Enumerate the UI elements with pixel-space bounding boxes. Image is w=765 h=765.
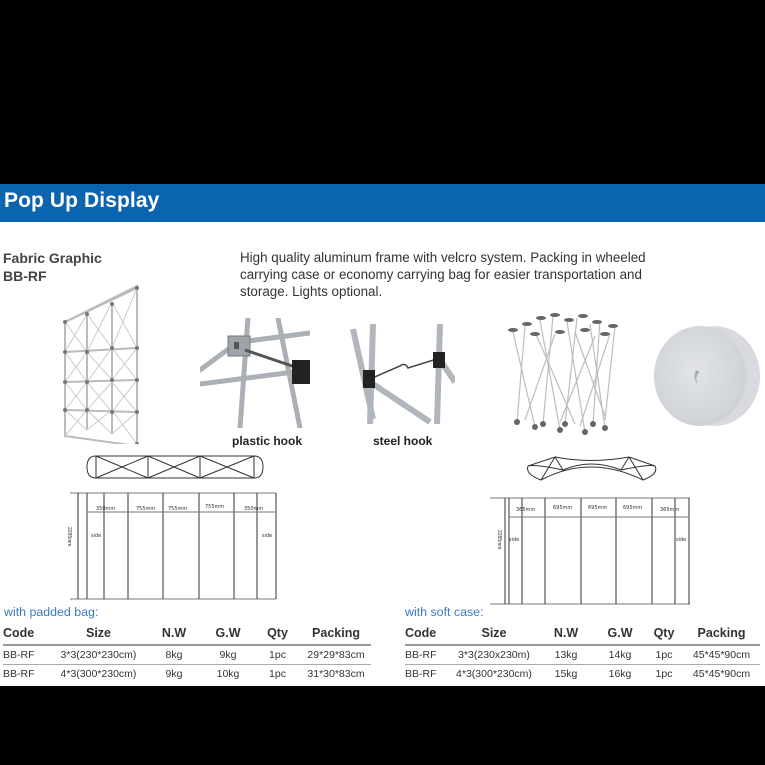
column-header: G.W: [595, 624, 645, 645]
catalog-page: [0, 184, 765, 686]
steel-hook-caption: steel hook: [373, 434, 433, 448]
product-heading: [3, 249, 102, 285]
padded-bag-subtitle: with padded bag:: [4, 605, 99, 619]
table-row: [405, 645, 760, 665]
table-cell: 45*45*90cm: [683, 645, 760, 665]
straight-width-3: 755mm: [168, 506, 188, 512]
column-header: Qty: [254, 624, 301, 645]
table-cell: 14kg: [595, 645, 645, 665]
pop-up-frame-image: [62, 284, 157, 444]
curved-width-4: 695mm: [623, 505, 643, 511]
straight-side-right: side: [262, 533, 273, 539]
table-cell: 3*3(230x230m): [451, 645, 537, 665]
column-header: Size: [451, 624, 537, 645]
column-header: Packing: [301, 624, 371, 645]
straight-side-left: side: [91, 533, 102, 539]
column-header: Code: [3, 624, 51, 645]
column-header: Qty: [645, 624, 683, 645]
page-title: Pop Up Display: [4, 189, 160, 212]
curved-width-2: 695mm: [553, 505, 573, 511]
table-cell: 1pc: [655, 668, 673, 680]
table-row: [3, 645, 371, 665]
product-code: BB-RF: [3, 268, 47, 284]
plastic-hook-image: [200, 318, 310, 428]
table-cell: BB-RF: [405, 645, 451, 665]
straight-width-5: 350mm: [244, 506, 264, 512]
product-description: High quality aluminum frame with velcro system. Packing in wheeled carrying case or economy carrying bag for easier transportation and storage. Lights optional.: [240, 250, 646, 299]
curved-width-3: 695mm: [588, 505, 608, 511]
table-row: [405, 665, 760, 684]
table-cell: 4*3(300*230cm): [456, 668, 532, 680]
table-cell: BB-RF: [405, 668, 437, 680]
table-cell: 9kg: [165, 668, 183, 680]
column-header: G.W: [202, 624, 254, 645]
column-header: Size: [51, 624, 146, 645]
curved-height-label: 2285mm: [496, 530, 502, 550]
table-cell: BB-RF: [3, 668, 35, 680]
straight-width-4: 755mm: [205, 504, 225, 510]
table-cell: 3*3(230*230cm): [51, 645, 146, 665]
velcro-roll-image: [652, 324, 762, 429]
product-name: Fabric Graphic: [3, 250, 102, 266]
column-header: N.W: [537, 624, 595, 645]
table-cell: 8kg: [146, 645, 202, 665]
soft-case-subtitle: with soft case:: [405, 605, 484, 619]
folded-frame-image: [505, 312, 625, 437]
curved-side-right: side: [676, 537, 687, 543]
table-cell: 10kg: [216, 668, 240, 680]
section-banner: [0, 184, 765, 222]
table-cell: 16kg: [608, 668, 632, 680]
straight-frame-top-view: [86, 453, 266, 481]
soft-case-spec-table: [405, 624, 760, 683]
straight-width-1: 350mm: [96, 506, 116, 512]
table-cell: 1pc: [645, 645, 683, 665]
table-cell: 45*45*90cm: [692, 668, 751, 680]
table-cell: 31*30*83cm: [307, 668, 365, 680]
table-row: [3, 665, 371, 684]
column-header: Code: [405, 624, 451, 645]
straight-width-2: 755mm: [136, 506, 156, 512]
column-header: N.W: [146, 624, 202, 645]
table-cell: 1pc: [254, 645, 301, 665]
curved-side-left: side: [509, 537, 520, 543]
table-cell: BB-RF: [3, 645, 51, 665]
straight-height-label: 2285mm: [66, 527, 72, 547]
padded-bag-spec-table: [3, 624, 371, 683]
steel-hook-image: [345, 324, 455, 424]
column-header: Packing: [683, 624, 760, 645]
table-cell: 4*3(300*230cm): [60, 668, 137, 680]
plastic-hook-caption: plastic hook: [232, 434, 303, 448]
curved-width-5: 365mm: [660, 507, 680, 513]
table-cell: 1pc: [269, 668, 286, 680]
table-cell: 13kg: [537, 645, 595, 665]
table-cell: 15kg: [554, 668, 578, 680]
curved-frame-front-view: [490, 497, 700, 605]
table-header-row: [405, 624, 760, 645]
table-cell: 9kg: [202, 645, 254, 665]
table-header-row: [3, 624, 371, 645]
table-cell: 29*29*83cm: [301, 645, 371, 665]
curved-frame-top-view: [525, 454, 660, 484]
curved-width-1: 365mm: [516, 507, 536, 513]
